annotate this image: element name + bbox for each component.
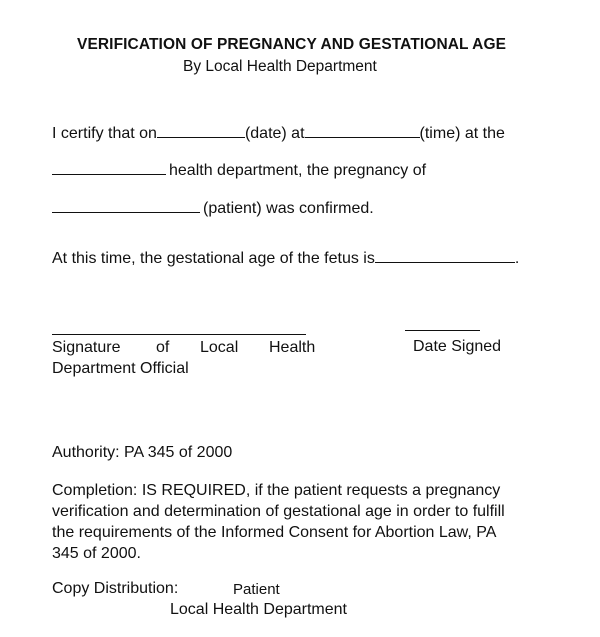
date-label: (date) at [244, 125, 305, 142]
distribution-item-patient: Patient [233, 581, 280, 598]
certify-line-1 [52, 125, 505, 143]
certify-intro-text: I certify that on [52, 125, 157, 142]
gestational-age-text: At this time, the gestational age of the fetus is [52, 250, 375, 267]
authority-text: Authority: PA 345 of 2000 [52, 444, 233, 461]
completion-paragraph: Completion: IS REQUIRED, if the patient requests a pregnancy verification and determination of gestational age in order to fulfill the requirements of the Informed Consent for Abortion Law, PA 345 of 2000. [52, 482, 505, 562]
time-label: (time) at the [419, 125, 505, 142]
form-subtitle: By Local Health Department [183, 58, 377, 75]
distribution-item-health-department: Local Health Department [170, 601, 347, 618]
signature-label-word-4: Health [269, 339, 316, 356]
time-blank[interactable] [305, 136, 420, 138]
signature-label-word-3: Local [200, 339, 239, 356]
signature-blank[interactable] [52, 334, 306, 335]
date-blank[interactable] [157, 136, 245, 138]
health-department-blank[interactable] [52, 173, 166, 175]
signature-label-line-2: Department Official [52, 360, 189, 377]
certify-line-2 [52, 162, 426, 180]
copy-distribution-label: Copy Distribution: [52, 580, 179, 597]
date-signed-label: Date Signed [413, 338, 502, 355]
gestational-age-line [52, 250, 519, 268]
certify-line-3 [52, 200, 374, 218]
patient-blank[interactable] [52, 211, 200, 213]
signature-label-word-1: Signature [52, 339, 121, 356]
patient-label: (patient) was confirmed. [203, 200, 374, 217]
signature-label-word-2: of [156, 339, 170, 356]
gestational-age-blank[interactable] [375, 261, 515, 263]
date-signed-blank[interactable] [405, 330, 480, 331]
health-department-label: health department, the pregnancy of [169, 162, 427, 179]
gestational-age-end: . [514, 250, 520, 267]
form-title: VERIFICATION OF PREGNANCY AND GESTATIONAL AGE [77, 36, 507, 53]
